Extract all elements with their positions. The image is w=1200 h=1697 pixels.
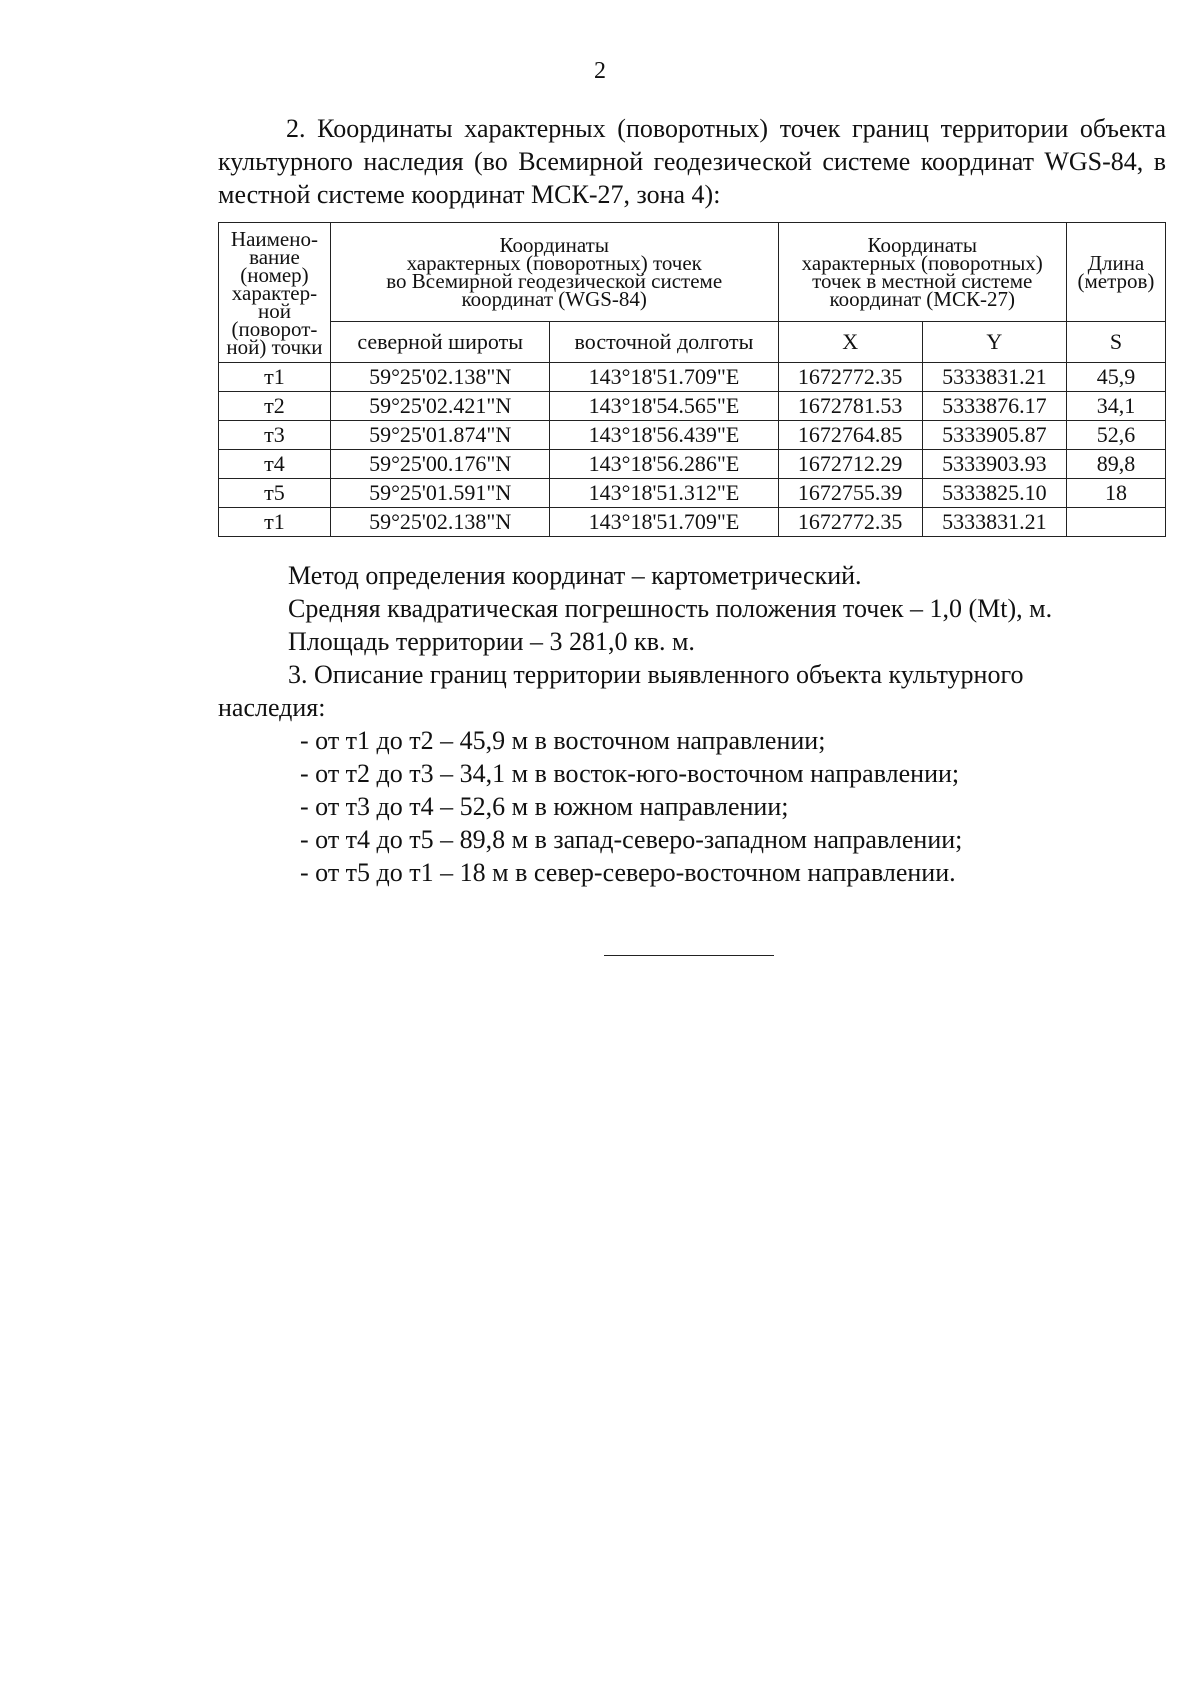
longitude-cell: 143°18'51.312"E	[550, 479, 778, 508]
description-block	[218, 559, 1166, 889]
length-cell	[1066, 508, 1165, 537]
section-2-intro: 2. Координаты характерных (поворотных) точек границ территории объекта культурного наследия (во Всемирной геодезической системе координат WGS-84, в местной системе координат МСК-27, зона 4):	[218, 114, 1166, 209]
wgs84-group-header: Координаты характерных (поворотных) точек во Всемирной геодезической системе координат (WGS-84)	[330, 223, 778, 322]
longitude-cell: 143°18'51.709"E	[550, 363, 778, 392]
x-header: X	[778, 322, 922, 363]
latitude-header: северной широты	[330, 322, 550, 363]
length-cell: 89,8	[1066, 450, 1165, 479]
table-row	[219, 508, 1166, 537]
page-number: 2	[594, 58, 606, 84]
table-row	[219, 421, 1166, 450]
x-cell: 1672712.29	[778, 450, 922, 479]
length-cell: 45,9	[1066, 363, 1165, 392]
end-rule	[604, 955, 774, 956]
longitude-cell: 143°18'56.439"E	[550, 421, 778, 450]
boundary-item: - от т1 до т2 – 45,9 м в восточном направлении;	[300, 726, 826, 755]
error-line: Средняя квадратическая погрешность положения точек – 1,0 (Mt), м.	[288, 594, 1053, 623]
latitude-cell: 59°25'02.138"N	[330, 508, 550, 537]
longitude-cell: 143°18'54.565"E	[550, 392, 778, 421]
longitude-cell: 143°18'56.286"E	[550, 450, 778, 479]
x-cell: 1672755.39	[778, 479, 922, 508]
length-cell: 52,6	[1066, 421, 1165, 450]
latitude-cell: 59°25'02.138"N	[330, 363, 550, 392]
point-name-header: Наимено- вание (номер) характер- ной (поворот- ной) точки	[219, 223, 331, 363]
section-3-heading-cont: наследия:	[218, 693, 326, 722]
y-header: Y	[922, 322, 1066, 363]
area-line: Площадь территории – 3 281,0 кв. м.	[288, 627, 695, 656]
y-cell: 5333825.10	[922, 479, 1066, 508]
latitude-cell: 59°25'02.421"N	[330, 392, 550, 421]
table-row	[219, 450, 1166, 479]
point-cell: т3	[219, 421, 331, 450]
x-cell: 1672772.35	[778, 363, 922, 392]
longitude-header: восточной долготы	[550, 322, 778, 363]
boundary-item: - от т4 до т5 – 89,8 м в запад-северо-западном направлении;	[300, 825, 963, 854]
table-row	[219, 392, 1166, 421]
coordinates-table	[218, 222, 1166, 537]
point-cell: т2	[219, 392, 331, 421]
x-cell: 1672772.35	[778, 508, 922, 537]
latitude-cell: 59°25'00.176"N	[330, 450, 550, 479]
x-cell: 1672764.85	[778, 421, 922, 450]
msk27-group-header: Координаты характерных (поворотных) точек в местной системе координат (МСК-27)	[778, 223, 1066, 322]
y-cell: 5333905.87	[922, 421, 1066, 450]
point-cell: т1	[219, 508, 331, 537]
y-cell: 5333831.21	[922, 508, 1066, 537]
y-cell: 5333831.21	[922, 363, 1066, 392]
section-3-heading: 3. Описание границ территории выявленного объекта культурного	[288, 660, 1024, 689]
boundary-item: - от т2 до т3 – 34,1 м в восток-юго-восточном направлении;	[300, 759, 960, 788]
y-cell: 5333903.93	[922, 450, 1066, 479]
length-cell: 18	[1066, 479, 1165, 508]
latitude-cell: 59°25'01.591"N	[330, 479, 550, 508]
latitude-cell: 59°25'01.874"N	[330, 421, 550, 450]
boundary-item: - от т5 до т1 – 18 м в север-северо-восточном направлении.	[300, 858, 956, 887]
s-header: S	[1066, 322, 1165, 363]
method-line: Метод определения координат – картометрический.	[288, 561, 862, 590]
table-row	[219, 479, 1166, 508]
boundary-item: - от т3 до т4 – 52,6 м в южном направлении;	[300, 792, 789, 821]
length-header: Длина (метров)	[1066, 223, 1165, 322]
point-cell: т4	[219, 450, 331, 479]
length-cell: 34,1	[1066, 392, 1165, 421]
table-row	[219, 363, 1166, 392]
longitude-cell: 143°18'51.709"E	[550, 508, 778, 537]
point-cell: т5	[219, 479, 331, 508]
x-cell: 1672781.53	[778, 392, 922, 421]
y-cell: 5333876.17	[922, 392, 1066, 421]
point-cell: т1	[219, 363, 331, 392]
